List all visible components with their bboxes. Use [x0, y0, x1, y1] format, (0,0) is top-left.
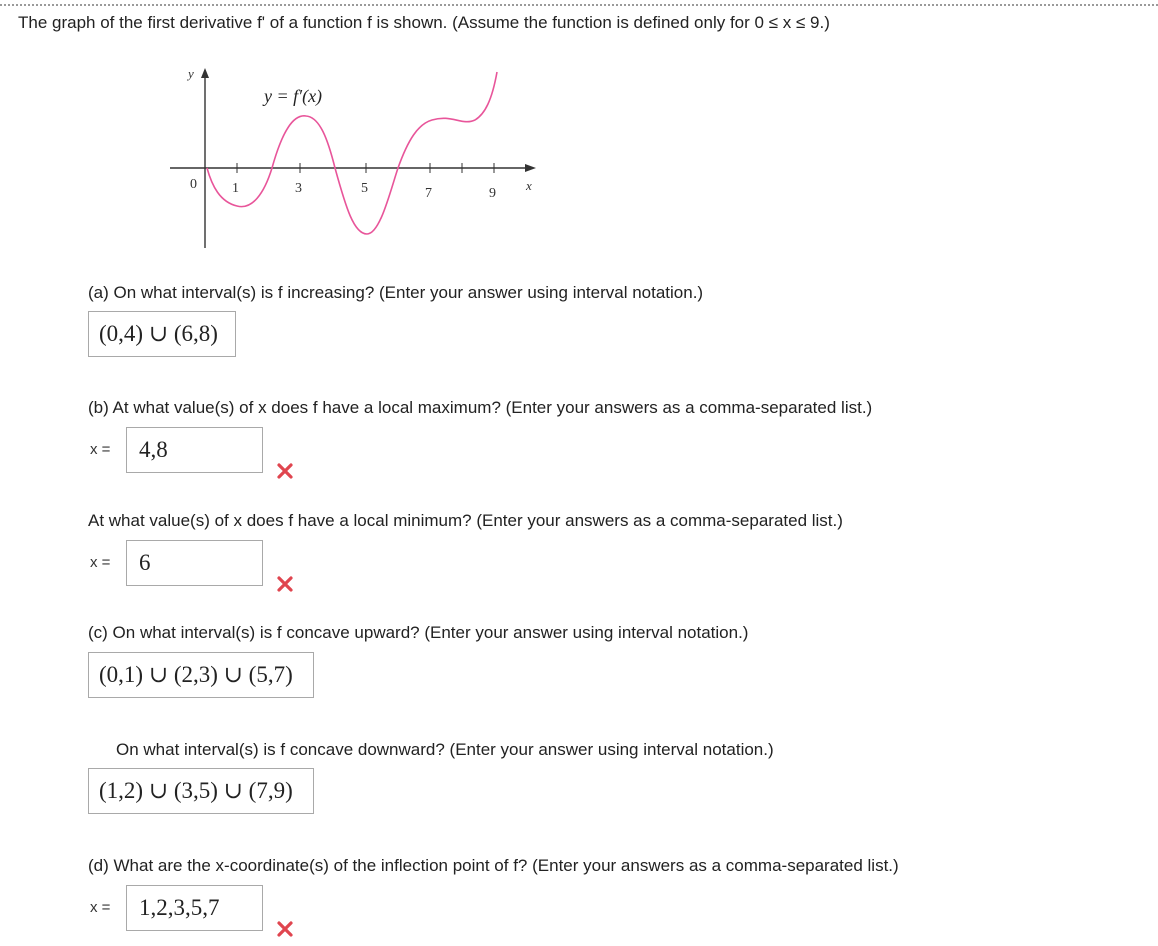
origin-label: 0	[190, 177, 197, 192]
question-b-max: (b) At what value(s) of x does f have a local maximum? (Enter your answers as a comma-separated list.)	[88, 398, 873, 417]
incorrect-x-mark-icon	[276, 462, 294, 480]
question-c-up: (c) On what interval(s) is f concave upward? (Enter your answer using interval notation.)	[88, 623, 749, 642]
answer-c-up-field[interactable]: (0,1) ∪ (2,3) ∪ (5,7)	[88, 652, 314, 698]
top-divider	[0, 4, 1158, 6]
x-tick-label: 9	[489, 186, 496, 201]
curve-label: y = f′(x)	[264, 86, 323, 106]
answer-a-field[interactable]: (0,4) ∪ (6,8)	[88, 311, 236, 357]
x-tick-label: 3	[295, 181, 302, 196]
incorrect-x-mark-icon	[276, 575, 294, 593]
x-axis-arrow	[525, 164, 536, 172]
x-equals-label: x =	[90, 554, 111, 571]
x-axis-label: x	[526, 178, 532, 193]
question-c-down: On what interval(s) is f concave downward? (Enter your answer using interval notation.)	[116, 740, 774, 759]
y-axis-label: y	[188, 66, 194, 81]
answer-d-field[interactable]: 1,2,3,5,7	[126, 885, 263, 931]
x-equals-label: x =	[90, 441, 111, 458]
derivative-graph	[160, 62, 560, 262]
x-tick-label: 5	[361, 181, 368, 196]
question-d: (d) What are the x-coordinate(s) of the inflection point of f? (Enter your answers as a comma-separated list.)	[88, 856, 899, 875]
question-b-min: At what value(s) of x does f have a local minimum? (Enter your answers as a comma-separated list.)	[88, 511, 843, 530]
answer-b-max-field[interactable]: 4,8	[126, 427, 263, 473]
answer-b-min-field[interactable]: 6	[126, 540, 263, 586]
answer-c-down-field[interactable]: (1,2) ∪ (3,5) ∪ (7,9)	[88, 768, 314, 814]
derivative-curve	[207, 72, 497, 234]
x-tick-label: 7	[425, 186, 432, 201]
x-equals-label: x =	[90, 899, 111, 916]
problem-intro: The graph of the first derivative f' of a function f is shown. (Assume the function is defined only for 0 ≤ x ≤ 9.)	[18, 13, 830, 32]
question-a: (a) On what interval(s) is f increasing? (Enter your answer using interval notation.)	[88, 283, 704, 302]
x-tick-label: 1	[232, 181, 239, 196]
y-axis-arrow	[201, 68, 209, 78]
incorrect-x-mark-icon	[276, 920, 294, 938]
